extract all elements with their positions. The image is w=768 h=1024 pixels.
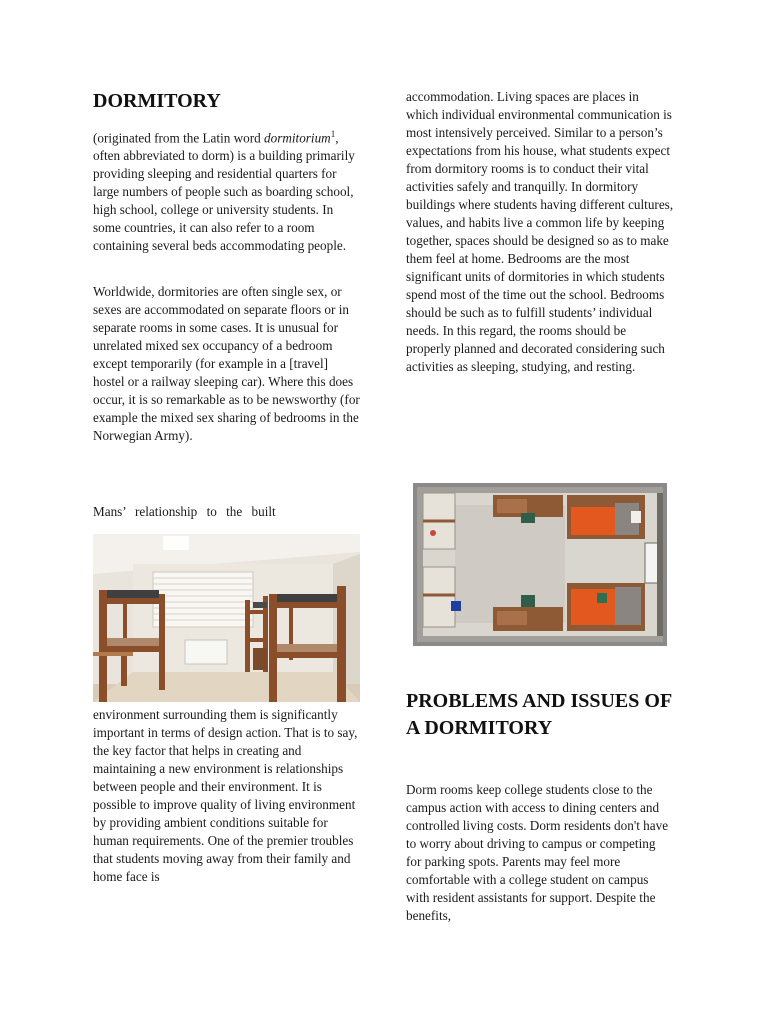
intro-prefix: (originated from the Latin word <box>93 130 265 146</box>
dorm-bunk-room-photo <box>93 534 360 702</box>
worldwide-paragraph: Worldwide, dormitories are often single sex, or sexes are accommodated on separate floors or in separate rooms in some cases. It is unusual for unrelated mixed sex occupancy of a bedroom except temporarily (for example in a [travel] hostel or a railway sleeping car). Where this does occur, it is so remarkable as to be newsworthy (for example the mixed sex sharing of bedrooms in the Norwegian Army). <box>93 284 360 443</box>
intro-rest: , often abbreviated to dorm) is a building primarily providing sleeping and residential quarters for large numbers of people such as boarding school, high school, college or university students. In some countries, it can also refer to a room containing several beds accommodating people. <box>93 130 355 254</box>
intro-paragraph <box>93 125 361 255</box>
built-environment-paragraph-cont: environment surrounding them is significantly important in terms of design action. That is to say, the key factor that helps in creating and maintaining a new environment is relationships between people and their environment. It is possible to improve quality of living environment by providing ambient conditions suitable for human requirements. One of the premier troubles that students moving away from their family and home face is <box>93 707 358 884</box>
page-title: DORMITORY <box>93 90 221 112</box>
footnote-marker: 1 <box>330 129 336 139</box>
latin-term: dormitorium <box>264 130 331 146</box>
problems-heading: PROBLEMS AND ISSUES OF A DORMITORY <box>406 690 672 739</box>
accommodation-paragraph: accommodation. Living spaces are places in which individual environmental communication is most intensively perceived. Similar to a person’s expectations from his house, what students expect from dormitory rooms is to conduct their vital activities safely and tranquilly. In dormitory buildings where students having different cultures, values, and habits live a common life by keeping together, spaces should be designed so as to make them feel at home. Bedrooms are the most significant units of dormitories in which students spend most of the time out the school. Bedrooms should be such as to fulfill students’ individual needs. In this regard, the rooms should be properly planned and decorated considering such activities as sleeping, studying, and resting. <box>406 89 674 374</box>
problems-paragraph: Dorm rooms keep college students close to the campus action with access to dining centers and controlled living costs. Dorm residents don't have to worry about driving to campus or competing for parking spots. Parents may feel more comfortable with a college student on campus with resident assistants for support. Despite the benefits, <box>406 782 669 923</box>
dorm-room-floorplan-render <box>413 483 667 646</box>
built-environment-paragraph-start: Mans’ relationship to the built <box>93 504 276 519</box>
